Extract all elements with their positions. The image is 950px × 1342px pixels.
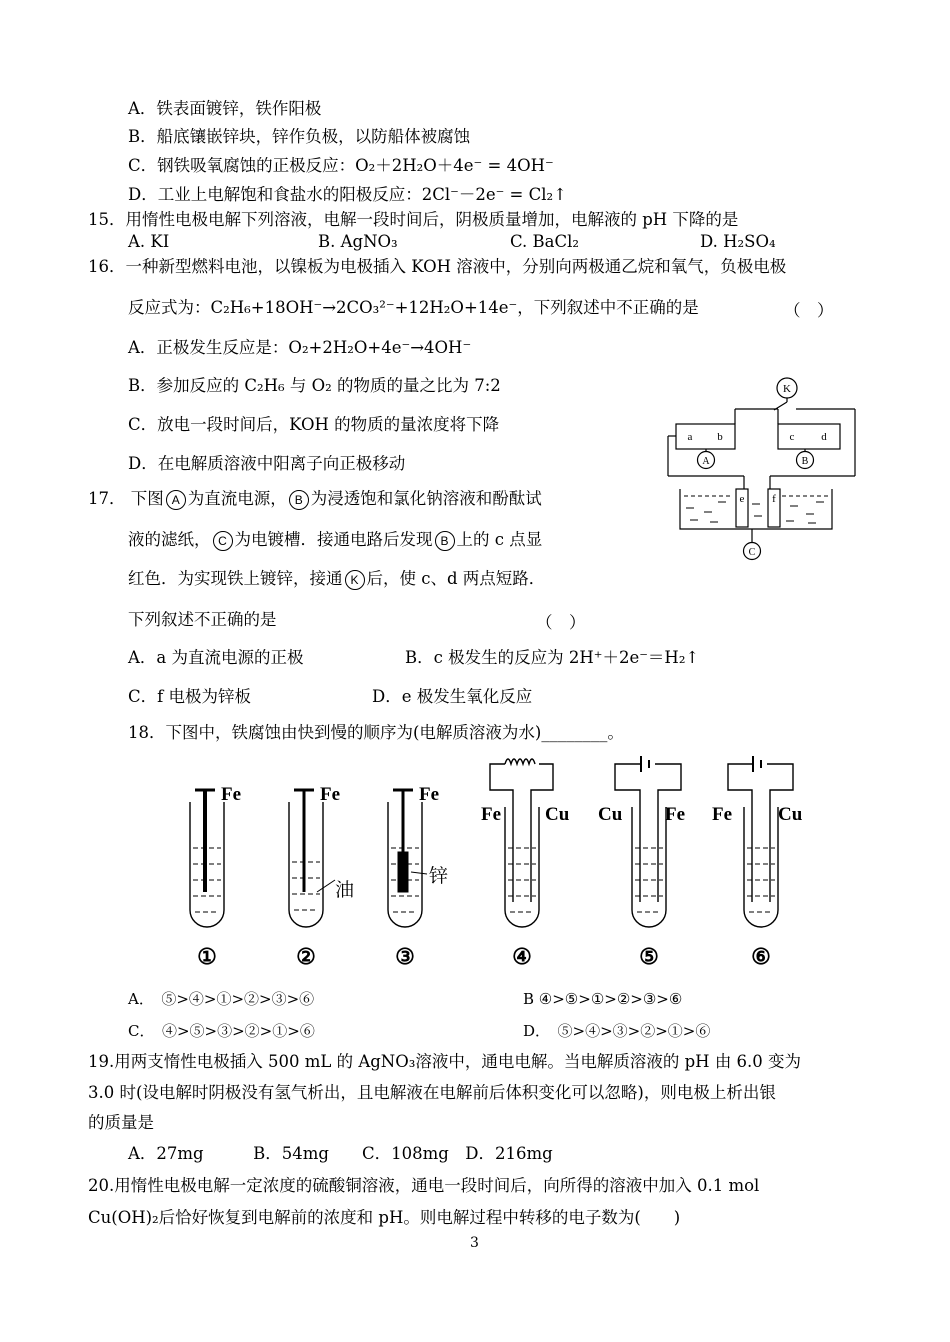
circled-b-icon: B: [289, 490, 309, 510]
q16-answer-paren: （ ）: [784, 301, 834, 320]
fe-label-5: Fe: [665, 804, 686, 825]
q16-stem-line2: 反应式为：C₂H₆+18OH⁻→2CO₃²⁻+12H₂O+14e⁻，下列叙述中不正确的是: [128, 298, 699, 317]
cu-label-4: Cu: [545, 804, 570, 825]
q19-options: A．27mg B．54mg C．108mg D．216mg: [128, 1144, 553, 1163]
q17-option-a: A．a 为直流电源的正极: [128, 648, 304, 667]
q16-stem-line1: 16．一种新型燃料电池，以镍板为电极插入 KOH 溶液中，分别向两极通乙烷和氧气，负极电极: [88, 257, 787, 276]
label-d: d: [821, 431, 827, 443]
q17-option-d: D．e 极发生氧化反应: [372, 687, 533, 706]
cu-label-6: Cu: [778, 804, 803, 825]
q17-text: 为浸透饱和氯化钠溶液和酚酞试: [310, 489, 542, 508]
label-e: e: [739, 493, 745, 505]
q17-circuit-diagram: [660, 376, 860, 568]
q19-line2: 3.0 时(设电解时阴极没有氢气析出，且电解液在电解前后体积变化可以忽略)，则电极上析出银: [88, 1083, 776, 1102]
tube-number-5: ⑤: [639, 944, 659, 969]
tube-number-6: ⑥: [751, 944, 771, 969]
q17-text: 后，使 c、d 两点短路．: [366, 569, 546, 588]
q15-option-b: B. AgNO₃: [318, 232, 398, 251]
q15-option-a: A. KI: [128, 232, 170, 251]
q14-option-a: A．铁表面镀锌，铁作阳极: [128, 99, 322, 118]
q17-text: 为直流电源，: [187, 489, 287, 508]
tube-number-2: ②: [296, 944, 316, 969]
label-k: K: [783, 383, 791, 395]
q17-text: 上的 c 点显: [456, 530, 543, 549]
q17-text: 红色．为实现铁上镀锌，接通: [128, 569, 343, 588]
q16-option-b: B．参加反应的 C₂H₆ 与 O₂ 的物质的量之比为 7:2: [128, 376, 501, 395]
q18-stem: 18．下图中，铁腐蚀由快到慢的顺序为(电解质溶液为水)________。: [128, 723, 624, 742]
q17-text: 下图: [130, 489, 164, 508]
circled-b-icon: B: [435, 531, 455, 551]
tube-number-4: ④: [512, 944, 532, 969]
q18-option-c: C． ④>⑤>③>②>①>⑥: [128, 1022, 315, 1040]
q17-line1: [88, 488, 542, 510]
q17-text: 为电镀槽．接通电路后发现: [234, 530, 433, 549]
cu-label-5: Cu: [598, 804, 623, 825]
q15-stem: 15．用惰性电极电解下列溶液，电解一段时间后，阴极质量增加，电解液的 pH 下降的是: [88, 210, 739, 229]
q17-line2: [128, 529, 542, 551]
q15-option-d: D. H₂SO₄: [700, 232, 776, 251]
q20-line2: Cu(OH)₂后恰好恢复到电解前的浓度和 pH。则电解过程中转移的电子数为( ): [88, 1208, 681, 1227]
circled-c-icon: C: [213, 531, 233, 551]
q18-option-b: B ④>⑤>①>②>③>⑥: [523, 990, 683, 1008]
q16-option-c: C．放电一段时间后，KOH 的物质的量浓度将下降: [128, 415, 500, 434]
q16-option-a: A．正极发生反应是：O₂+2H₂O+4e⁻→4OH⁻: [128, 338, 472, 357]
q19-line3: 的质量是: [88, 1113, 154, 1132]
q17-option-c: C．f 电极为锌板: [128, 687, 251, 706]
fe-label-1: Fe: [221, 784, 242, 805]
q15-option-c: C. BaCl₂: [510, 232, 580, 251]
q17-text: 液的滤纸，: [128, 530, 211, 549]
oil-label: 油: [335, 880, 355, 901]
q14-option-d: D．工业上电解饱和食盐水的阳极反应：2Cl⁻－2e⁻ = Cl₂↑: [128, 185, 567, 204]
circled-k-icon: K: [345, 570, 365, 590]
q18-option-d: D． ⑤>④>③>②>①>⑥: [523, 1022, 711, 1040]
q17-number: 17．: [88, 489, 126, 508]
q17-answer-paren: （ ）: [536, 613, 586, 632]
circled-a-icon: A: [166, 490, 186, 510]
q18-option-a: A． ⑤>④>①>②>③>⑥: [128, 990, 315, 1008]
fe-label-2: Fe: [320, 784, 341, 805]
q16-option-d: D．在电解质溶液中阳离子向正极移动: [128, 454, 406, 473]
fe-label-3: Fe: [419, 784, 440, 805]
label-c: c: [789, 431, 795, 443]
tube-number-1: ①: [197, 944, 217, 969]
q17-line4: 下列叙述不正确的是: [128, 610, 277, 629]
q19-line1: 19.用两支惰性电极插入 500 mL 的 AgNO₃溶液中，通电电解。当电解质溶液的 pH 由 6.0 变为: [88, 1052, 802, 1071]
q18-corrosion-diagram: [175, 752, 815, 974]
q20-line1: 20.用惰性电极电解一定浓度的硫酸铜溶液，通电一段时间后，向所得的溶液中加入 0.1 mol: [88, 1176, 760, 1195]
tube-number-3: ③: [395, 944, 415, 969]
label-b: b: [717, 431, 723, 443]
page-number: 3: [470, 1235, 479, 1251]
label-C: C: [748, 547, 756, 558]
q14-option-b: B．船底镶嵌锌块，锌作负极，以防船体被腐蚀: [128, 127, 471, 146]
label-A: A: [702, 456, 710, 467]
fe-label-6: Fe: [712, 804, 733, 825]
label-a: a: [687, 431, 693, 443]
q14-option-c: C．钢铁吸氧腐蚀的正极反应：O₂＋2H₂O＋4e⁻ = 4OH⁻: [128, 156, 554, 175]
label-B: B: [801, 456, 809, 467]
zinc-label: 锌: [429, 866, 449, 887]
q17-option-b: B．c 极发生的反应为 2H⁺＋2e⁻＝H₂↑: [405, 648, 700, 667]
fe-label-4: Fe: [481, 804, 502, 825]
q17-line3: [128, 568, 545, 590]
label-f: f: [772, 493, 776, 505]
